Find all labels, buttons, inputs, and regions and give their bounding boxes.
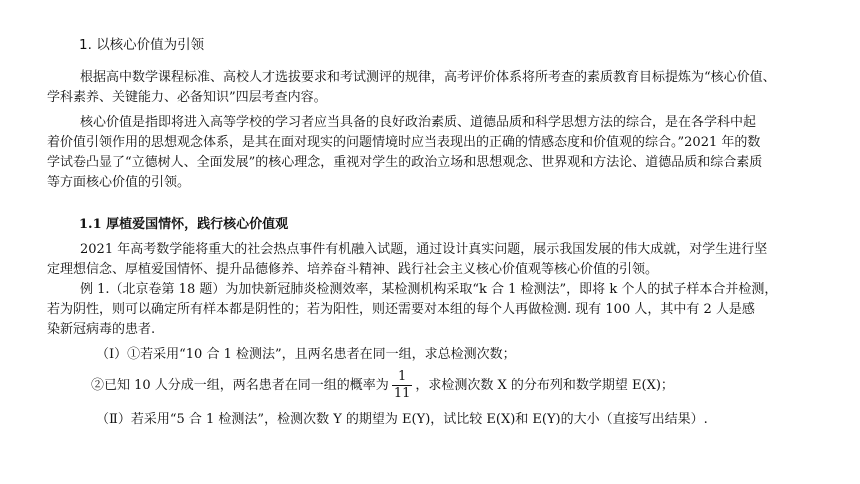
example-line-2: 若为阴性，则可以确定所有样本都是阴性的；若为阳性，则还需要对本组的每个人再做检测. 现有 100 人，其中有 2 人是感 [47,302,755,317]
section-title: 以核心价值为引领 [96,37,205,53]
intro-p2-line-2: 着价值引领作用的思想观念体系，是其在面对现实的问题情境时应当表现出的正确的情感态度和价值观的综合。”2021 年的数 [47,135,761,150]
section-heading [79,35,204,55]
question-1: （Ⅰ）①若采用“10 合 1 检测法”，且两名患者在同一组，求总检测次数； [96,347,516,362]
fraction-numerator: 1 [392,369,413,386]
intro-p1-line-1: 根据高中数学课程标准、高校人才选拔要求和考试测评的规律，高考评价体系将所考查的素质教育目标提炼为“核心价值、 [80,70,776,85]
subsection-p1-line-1: 2021 年高考数学能将重大的社会热点事件有机融入试题，通过设计真实问题，展示我国发展的伟大成就，对学生进行坚 [80,242,768,257]
question-2-before: ②已知 10 人分成一组，两名患者在同一组的概率为 [91,378,389,393]
intro-p1-line-2: 学科素养、关键能力、必备知识”四层考查内容。 [47,90,327,105]
probability-fraction [392,369,413,402]
example-line-3: 染新冠病毒的患者. [47,322,156,337]
intro-p2-line-4: 等方面核心价值的引领。 [47,175,191,190]
question-2 [91,368,674,404]
subsection-title: 1.1 厚植爱国情怀，践行核心价值观 [79,217,289,232]
intro-p2-line-1: 核心价值是指即将进入高等学校的学习者应当具备的良好政治素质、道德品质和科学思想方法的综合，是在各学科中起 [80,115,757,130]
intro-p2-line-3: 学试卷凸显了“立德树人、全面发展”的核心理念，重视对学生的政治立场和思想观念、世界观和方法论、道德品质和综合素质 [47,155,763,170]
fraction-denominator: 11 [393,386,411,401]
subsection-p1-line-2: 定理想信念、厚植爱国情怀、提升品德修养、培养奋斗精神、践行社会主义核心价值观等核心价值的引领。 [47,262,659,277]
example-line-1: 例 1.（北京卷第 18 题）为加快新冠肺炎检测效率，某检测机构采取“k 合 1 检测法”，即将 k 个人的拭子样本合并检测， [80,282,778,297]
question-3: （Ⅱ）若采用“5 合 1 检测法”，检测次数 Y 的期望为 E(Y)，试比较 E(X)和 E(Y)的大小（直接写出结果）. [96,412,708,427]
question-2-after: ，求检测次数 X 的分布列和数学期望 E(X)； [415,378,674,393]
section-number: 1. [79,37,92,53]
